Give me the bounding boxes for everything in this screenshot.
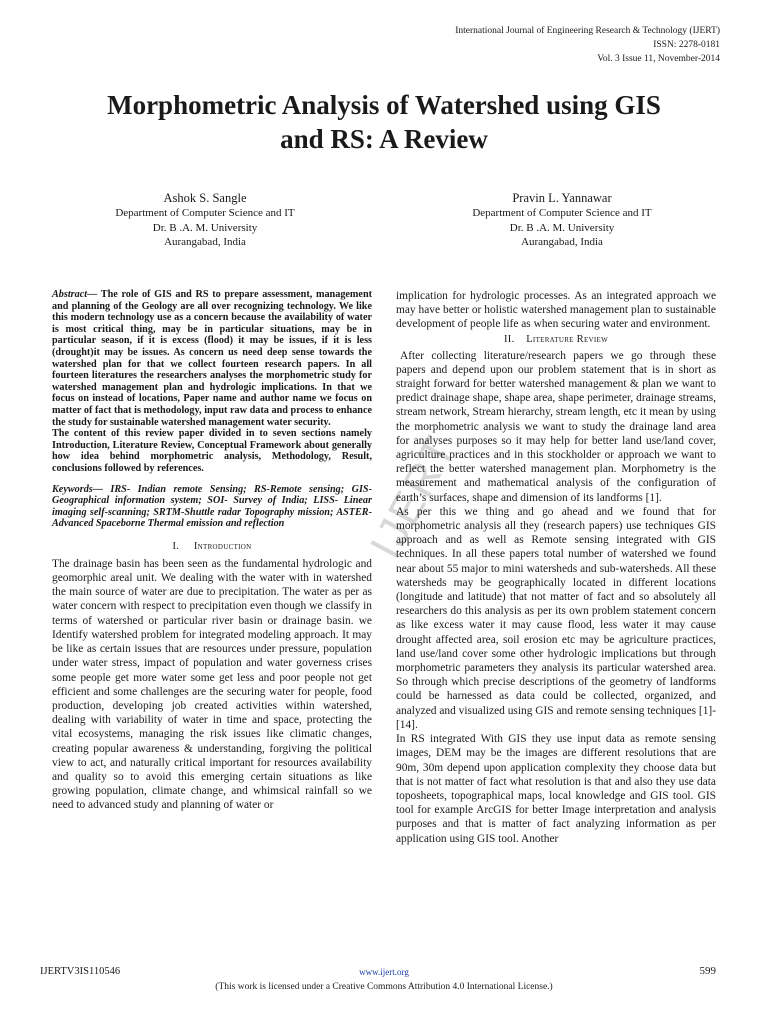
journal-header <box>455 24 720 66</box>
continued-paragraph: implication for hydrologic processes. As an integrated approach we may have better or holistic watershed management plan to sustainable development of people life as when securing water and environment. <box>396 290 716 331</box>
abstract-text-2: The content of this review paper divided in to seven sections namely Introduction, Literature Review, Conceptual Framework about generally how idea behind morphometric analysis, Methodology, Result, conclusions followed by references. <box>52 428 372 474</box>
author-dept: Department of Computer Science and IT <box>472 207 652 219</box>
paper-title <box>40 88 728 156</box>
abstract <box>52 289 372 428</box>
page-number: 599 <box>699 965 716 977</box>
literature-paragraph-1: After collecting literature/research papers we go through these papers and depend upon our problem statement that is in short as straight forward for better watershed management & plan we want to predict drainage shape, shape area, shape perimeter, drainage streams, stream network, Stream hierarchy, stream length, etc it mean by using the morphometric analysis we want to study the drainage land area for analyses purposes so it may help for better land use/land cover, agriculture practices and in this stockholder or approach we want to reflect the better watershed management plan. Morphometry is the measurement and mathematical analysis of the configuration of earth’s surfaces, shape and dimension of its landforms [1]. <box>396 349 716 504</box>
title-line-1: Morphometric Analysis of Watershed using GIS <box>107 90 661 120</box>
author-univ: Dr. B .A. M. University <box>509 221 615 234</box>
license-note: (This work is licensed under a Creative Commons Attribution 4.0 International License.) <box>215 982 553 992</box>
literature-paragraph-3: In RS integrated With GIS they use input data as remote sensing images, DEM may be the images are different resolutions that are 90m, 30m depend upon application complexity they choose data but that is not matter of fact what resolution is that and also they use data toposheets, topographical maps, local knowledge and GIS tool. GIS tool for example ArcGIS for better Image interpretation and analysis purposes and that is matter of fact analyzing information as per application using GIS tool. Another <box>396 733 716 845</box>
left-column <box>52 289 372 813</box>
watermark: IJERT <box>360 427 466 567</box>
volume-issue: Vol. 3 Issue 11, November-2014 <box>597 54 720 64</box>
author-name: Pravin L. Yannawar <box>512 191 612 205</box>
title-line-2: and RS: A Review <box>280 124 488 154</box>
section-number: I. <box>172 540 180 552</box>
author-block-2 <box>412 190 712 250</box>
keywords-text: IRS- Indian remote Sensing; RS-Remote sensing; GIS- Geographical information system; SOI- Survey of India; LISS- Linear imaging self-scanning; SRTM-Shuttle radar Topography mission; ASTER- Advanced Spaceborne Thermal emission and reflection <box>52 483 372 530</box>
section-heading-introduction <box>52 540 372 553</box>
author-univ: Dr. B .A. M. University <box>152 221 258 234</box>
section-title: Introduction <box>193 540 252 552</box>
author-dept: Department of Computer Science and IT <box>115 207 295 219</box>
journal-name: International Journal of Engineering Research & Technology (IJERT) <box>455 26 720 36</box>
section-heading-literature-review <box>396 333 716 346</box>
abstract-text-1: The role of GIS and RS to prepare assessment, management and planning of the Geology are all over recognizing technology. We like this modern technology use as a concern because the availability of water is most critical thing, may be in particular situations, may be in particular season, if it is excess (flood) it may be issues, if it is less (drought)it may be issues. As concern us need deep sense towards the watershed plan for that we collect fourteen research papers. In all fourteen literatures the researchers analyses the morphometric study for watershed management plan and hydrologic implications. In that we focus on instead of locations, Paper name and author name we focus on matter of fact that is methodology, input raw data and process to enhance the study for sustainable watershed management water security. <box>52 289 372 428</box>
author-block-1 <box>55 190 355 250</box>
literature-paragraph-2: As per this we thing and go ahead and we found that for morphometric analysis all they (research papers) use techniques GIS approach and as well as Remote sensing integrated with GIS techniques. In all these papers total number of watershed we found near about 55 major to mini watersheds and sub-watersheds. All these watersheds may be geographically located in different locations (longitude and latitude) that not matter of fact and so absolutely all researchers do this analysis as per its own problem statement concern as like excess water it may cause flood, less water it may cause drought affected area, soil erosion etc may be agriculture practices, land use/land cover some other hydrologic implications but through morphometric parameters they analysis its particular watershed area. So through which precise descriptions of the geometry of landforms could be harnessed as data could be collected, organized, and analyzed and visualized using GIS and remote sensing techniques [1]-[14]. <box>396 505 716 731</box>
abstract-label: Abstract— <box>52 289 98 300</box>
keywords-label: Keywords— <box>52 483 103 495</box>
keywords <box>52 484 372 530</box>
author-city: Aurangabad, India <box>164 236 246 248</box>
issn: ISSN: 2278-0181 <box>653 40 720 50</box>
section-number: II. <box>503 333 515 345</box>
journal-url[interactable]: www.ijert.org <box>359 967 409 977</box>
right-column <box>396 289 716 846</box>
intro-paragraph: The drainage basin has been seen as the fundamental hydrologic and geomorphic areal unit. We dealing with the water with in watershed the main source of water are due to precipitation. The water as per as water concern with respect to precipitation even though we classify in terms of watershed or particular river basin or drainage basin. we Identify watershed problem for integrated modeling approach. It may be like as certain issues that are resources under pressure, population under water stress, impact of population and water governess crises some people get more water some get less and poor people not get efficient and some challenges are the securing water for people, food production, developing job created activities within watershed, dealing with variability of water in time and space, protecting the vital ecosystems, managing the risk issues like climatic changes, creating popular awareness & understanding, forgiving the political view to act, and naturally critical important for resources availability and quality so to avoid this emerging certain situations as like growing population, climate change, and whimsical rainfall so we need to advanced study and planning of water or <box>52 557 372 812</box>
author-name: Ashok S. Sangle <box>163 191 247 205</box>
author-city: Aurangabad, India <box>521 236 603 248</box>
section-title: Literature Review <box>526 333 609 345</box>
paper-id: IJERTV3IS110546 <box>40 966 121 977</box>
